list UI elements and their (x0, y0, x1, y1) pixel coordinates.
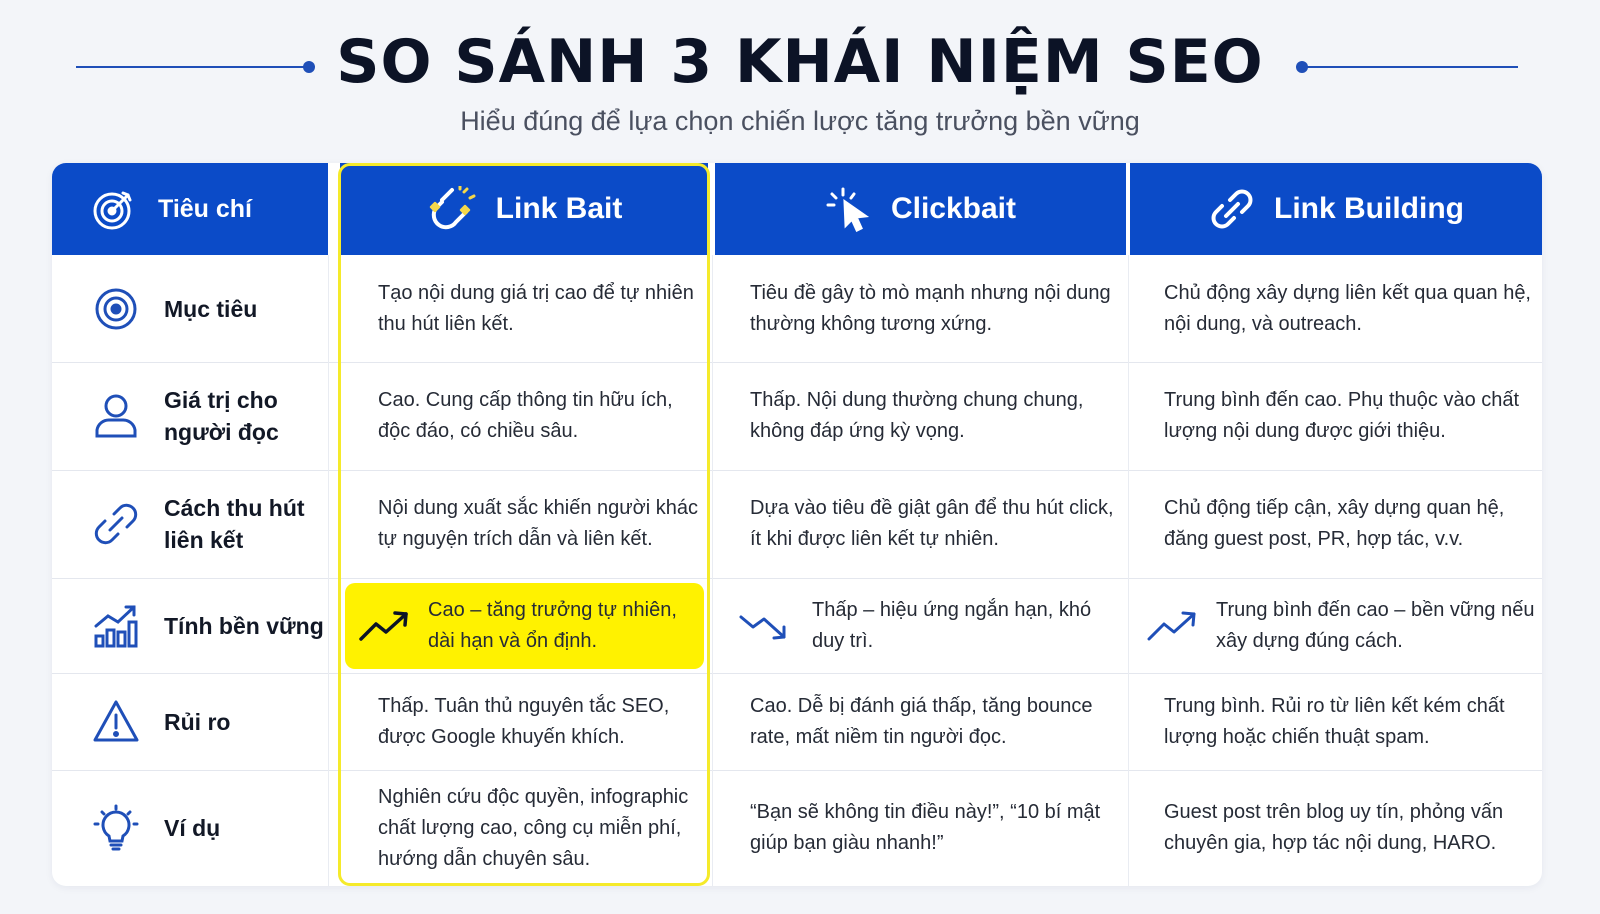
trend-up-icon (358, 609, 410, 643)
warning-icon (92, 698, 140, 746)
row-criterion-risk (52, 673, 328, 770)
header-linkbuilding (1130, 163, 1542, 255)
criterion-label: Giá trị cho người đọc (164, 387, 279, 445)
cell-linkbait (358, 583, 702, 669)
cell-clickbait: Cao. Dễ bị đánh giá thấp, tăng bounce rate, mất niềm tin người đọc. (750, 694, 1093, 748)
cell-clickbait: Thấp. Nội dung thường chung chung, không đáp ứng kỳ vọng. (750, 389, 1084, 442)
header-criteria-label: Tiêu chí (158, 194, 253, 223)
chain-link-icon (1208, 186, 1256, 232)
page-subtitle: Hiểu đúng để lựa chọn chiến lược tăng trưởng bền vững (460, 106, 1140, 136)
bar-chart-growth-icon (92, 602, 140, 650)
target-icon (92, 187, 136, 231)
row-criterion-objective (52, 255, 328, 362)
row-criterion-examples (52, 770, 328, 886)
criterion-label: Cách thu hút liên kết (164, 495, 305, 553)
column-divider (712, 255, 713, 886)
page-title: SO SÁNH 3 KHÁI NIỆM SEO (336, 27, 1264, 97)
magnet-icon (426, 186, 478, 232)
header-linkbait-label: Link Bait (495, 192, 623, 225)
cell-clickbait (738, 583, 1122, 669)
column-divider (1128, 255, 1129, 886)
cursor-click-icon (825, 186, 873, 232)
cell-linkbait: Thấp. Tuân thủ nguyên tắc SEO, được Google khuyến khích. (378, 694, 670, 748)
header-clickbait-label: Clickbait (890, 192, 1017, 225)
cell-linkbait: Tạo nội dung giá trị cao để tự nhiên thu hút liên kết. (378, 281, 694, 335)
cell-linkbuilding: Trung bình đến cao. Phụ thuộc vào chất lượng nội dung được giới thiệu. (1164, 389, 1520, 442)
cell-clickbait-text: Thấp – hiệu ứng ngắn hạn, khó duy trì. (812, 599, 1092, 652)
trend-down-icon (738, 609, 794, 643)
cell-clickbait: “Bạn sẽ không tin điều này!”, “10 bí mật giúp bạn giàu nhanh!” (750, 801, 1101, 854)
target-icon (92, 285, 140, 333)
cell-linkbait: Nội dung xuất sắc khiến người khác tự nguyện trích dẫn và liên kết. (378, 497, 699, 550)
cell-clickbait: Dựa vào tiêu đề giật gân để thu hút click, ít khi được liên kết tự nhiên. (750, 497, 1114, 550)
cell-linkbait: Cao. Cung cấp thông tin hữu ích, độc đáo, có chiều sâu. (378, 389, 673, 442)
row-criterion-reader-value (52, 362, 328, 470)
trend-up-icon (1146, 609, 1198, 643)
cell-linkbuilding: Guest post trên blog uy tín, phỏng vấn chuyên gia, hợp tác nội dung, HARO. (1164, 801, 1504, 854)
lightbulb-icon (92, 804, 140, 852)
cell-clickbait: Tiêu đề gây tò mò mạnh nhưng nội dung thường không tương xứng. (750, 281, 1111, 335)
cell-linkbait: Nghiên cứu độc quyền, infographic chất lượng cao, công cụ miễn phí, hướng dẫn chuyên sâu. (378, 785, 689, 870)
criterion-label: Ví dụ (164, 815, 221, 841)
link-icon (92, 500, 140, 548)
header-linkbait (340, 163, 708, 255)
cell-linkbait-text: Cao – tăng trưởng tự nhiên, dài hạn và ổn định. (428, 599, 677, 652)
cell-linkbuilding: Chủ động tiếp cận, xây dựng quan hệ, đăng guest post, PR, hợp tác, v.v. (1164, 497, 1505, 550)
criterion-label: Mục tiêu (164, 295, 258, 322)
header-criteria (52, 163, 328, 255)
criterion-label: Rủi ro (164, 708, 231, 735)
user-icon (92, 392, 140, 440)
header-clickbait (715, 163, 1126, 255)
title-row (0, 22, 1600, 102)
row-criterion-link-attraction (52, 470, 328, 578)
cell-linkbuilding (1146, 583, 1538, 669)
criterion-label: Tính bền vững (164, 612, 324, 639)
column-divider (328, 255, 329, 886)
cell-linkbuilding: Chủ động xây dựng liên kết qua quan hệ, nội dung, và outreach. (1164, 281, 1531, 335)
cell-linkbuilding-text: Trung bình đến cao – bền vững nếu xây dựng đúng cách. (1216, 599, 1535, 652)
row-criterion-sustainability (52, 578, 328, 673)
cell-linkbuilding: Trung bình. Rủi ro từ liên kết kém chất lượng hoặc chiến thuật spam. (1164, 694, 1505, 748)
header-linkbuilding-label: Link Building (1274, 192, 1464, 225)
